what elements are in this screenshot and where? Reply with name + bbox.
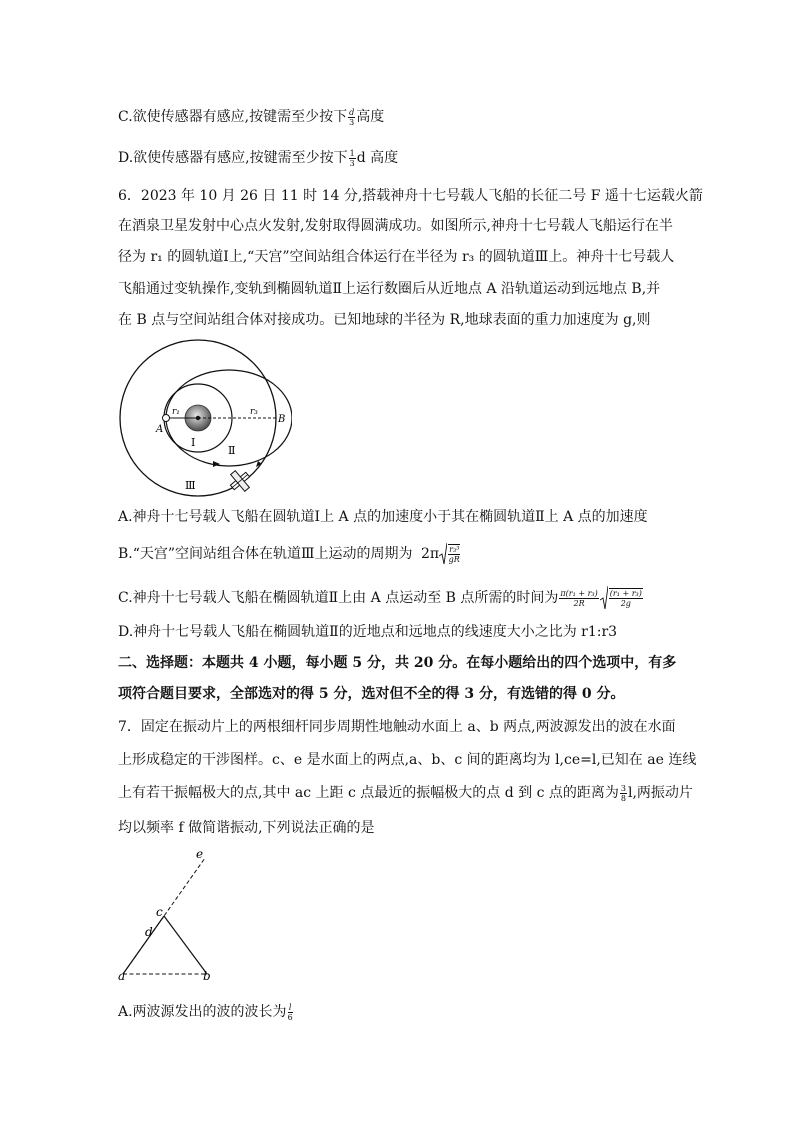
q6-line-3: 径为 r₁ 的圆轨道Ⅰ上,“天宫”空间站组合体运行在半径为 r₃ 的圆轨道Ⅲ上。神舟十七号载人 [118,249,675,265]
line-cb [164,916,207,974]
option-d-prev: D.欲使传感器有感应,按键需至少按下 $\frac{1}{3}$ d 高度 [118,148,399,168]
q7-line-1: 7．固定在振动片上的两根细杆同步周期性地触动水面上 a、b 两点,两波源发出的波在水面 [118,719,676,735]
q6-option-b: B.“天宫”空间站组合体在轨道Ⅲ上运动的周期为 2π $\frac{\text{r₃³}}{gR}$ [118,542,461,566]
time-fraction: $\frac{\text{π(r₁ + r₃)}}{2R}$ [560,588,598,608]
q7-line-4: 均以频率 f 做简谐振动,下列说法正确的是 [118,820,375,836]
label-orbit-II: Ⅱ [228,444,236,457]
q6-option-a: A.神舟十七号载人飞船在圆轨道Ⅰ上 A 点的加速度小于其在椭圆轨道Ⅱ上 A 点的加速度 [118,509,648,525]
label-a: A [156,424,164,435]
label-orbit-III: Ⅲ [185,479,196,492]
label-b: B [278,414,286,425]
fraction: $\frac{1}{3}$ [349,148,355,168]
point-a-marker [163,415,170,422]
label-c: c [156,905,163,919]
q6-option-c: C.神舟十七号载人飞船在椭圆轨道Ⅱ上由 A 点运动至 B 点所需的时间为 $\frac{\text{π(r₁ + r₃)}}{2R}$ $\frac{\text{(r₁ + r₃)}}{2g}$ [118,585,644,611]
label-r3: r₃ [250,407,258,417]
q6-option-d: D.神舟十七号载人飞船在椭圆轨道Ⅱ的近地点和远地点的线速度大小之比为 r1:r3 [118,624,618,640]
wave-interference-diagram [114,848,218,984]
sqrt-symbol [600,585,608,611]
space-station-icon [225,466,254,496]
label-r1: r₁ [172,407,180,417]
label-d: d [145,925,153,939]
q6-line-4: 飞船通过变轨操作,变轨到椭圆轨道Ⅱ上运行数圈后从近地点 A 沿轨道运动到远地点 B,并 [118,281,661,297]
label-e: e [196,848,204,861]
section-2-header-1: 二、选择题：本题共 4 小题，每小题 5 分，共 20 分。在每小题给出的四个选项中，有多 [118,655,677,671]
q6-line-1: 6．2023 年 10 月 26 日 11 时 14 分,搭载神舟十七号载人飞船的长征二号 F 遥十七运载火箭 [118,188,703,204]
sqrt-symbol [439,542,447,566]
q6-line-2: 在酒泉卫星发射中心点火发射,发射取得圆满成功。如图所示,神舟十七号载人飞船运行在半 [118,218,673,234]
label-b: b [203,969,211,983]
fraction: $\frac{3}{8}$ [620,783,626,803]
fraction: $\frac{d}{3}$ [349,107,355,127]
label-a: a [118,969,126,983]
option-c-prev: C.欲使传感器有感应,按键需至少按下 $\frac{d}{3}$ 高度 [118,107,385,127]
label-orbit-I: Ⅰ [191,436,196,449]
orbit-diagram [116,336,292,502]
radicand-fraction: $\frac{\text{r₃³}}{gR}$ [448,545,460,564]
line-ac [123,916,164,974]
q7-option-a: A.两波源发出的波的波长为 $\frac{l}{6}$ [118,1002,293,1022]
fraction: $\frac{l}{6}$ [287,1002,293,1022]
direction-arrow-II [213,461,220,467]
q6-line-5: 在 B 点与空间站组合体对接成功。已知地球的半径为 R,地球表面的重力加速度为 g,则 [118,312,651,328]
radicand-fraction: $\frac{\text{(r₁ + r₃)}}{2g}$ [609,589,642,608]
section-2-header-2: 项符合题目要求，全部选对的得 5 分，选对但不全的得 3 分，有选错的得 0 分。 [118,686,625,702]
q7-line-3: 上有若干振幅极大的点,其中 ac 上距 c 点最近的振幅极大的点 d 到 c 点的距离为 $\frac{3}{8}$ l,两振动片 [118,783,693,803]
q7-line-2: 上形成稳定的干涉图样。c、e 是水面上的两点,a、b、c 间的距离均为 l,ce=l,已知在 ae 连线 [118,752,697,768]
